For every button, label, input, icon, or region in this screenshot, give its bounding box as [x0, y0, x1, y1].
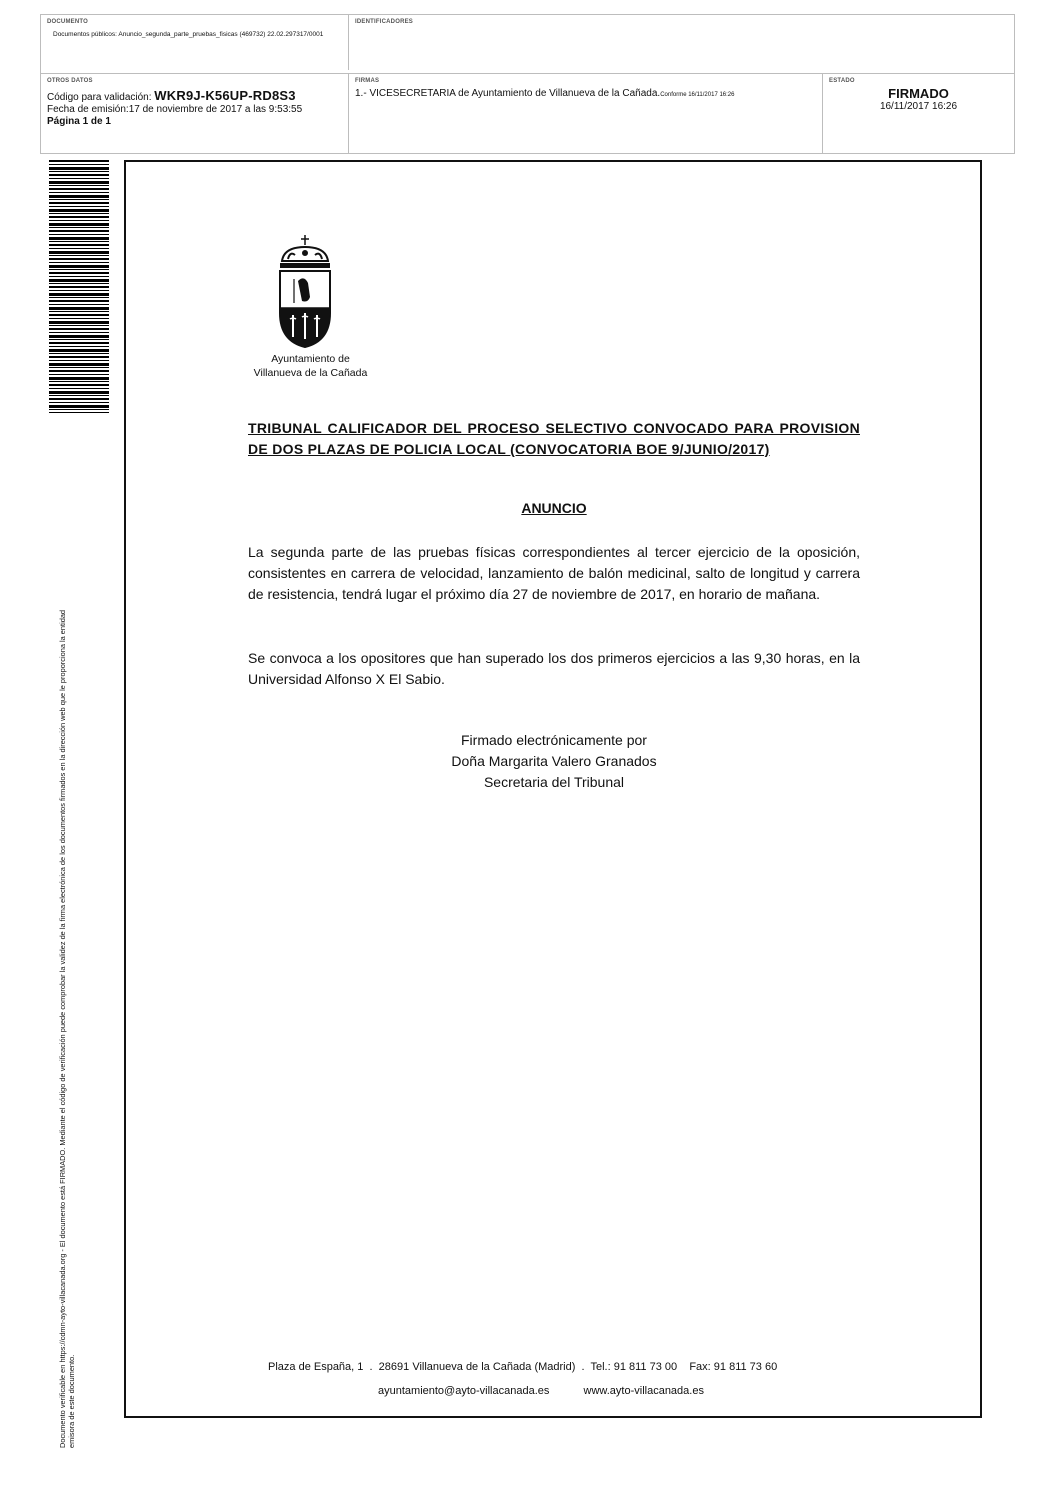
signature-role: Secretaria del Tribunal [483, 774, 625, 790]
estado-date: 16/11/2017 16:26 [879, 101, 958, 112]
validation-code: WKR9J-K56UP-RD8S3 [154, 88, 296, 103]
estado-cell [823, 73, 1014, 153]
estado-value: FIRMADO [888, 86, 949, 101]
firmas-value: 1.- VICESECRETARIA de Ayuntamiento de Villanueva de la Cañada. [355, 88, 661, 99]
documento-cell [41, 15, 349, 70]
identificadores-cell [349, 15, 1014, 70]
footer-web: www.ayto-villacanada.es [583, 1385, 704, 1397]
logo-caption-line1: Ayuntamiento de [271, 353, 350, 365]
logo-caption [238, 352, 383, 380]
document-title: TRIBUNAL CALIFICADOR DEL PROCESO SELECTIVO CONVOCADO PARA PROVISION DE DOS PLAZAS DE POLICIA LOCAL (CONVOCATORIA BOE 9/JUNIO/2017) [248, 420, 860, 457]
logo-caption-line2: Villanueva de la Cañada [253, 367, 368, 379]
otros-datos-cell [41, 73, 349, 153]
footer-email: ayuntamiento@ayto-villacanada.es [378, 1385, 550, 1397]
signature-block [248, 730, 860, 793]
firmas-cell [349, 73, 823, 153]
verification-side-text [58, 436, 76, 1448]
signature-name: Doña Margarita Valero Granados [451, 753, 657, 769]
documento-label: DOCUMENTO [47, 19, 89, 25]
footer-address: Plaza de España, 1 . 28691 Villanueva de la Cañada (Madrid) . Tel.: 91 811 73 00 Fax: 91 811 73 60 [268, 1361, 778, 1373]
document-header-table [40, 14, 1015, 154]
page-count: Página 1 de 1 [47, 116, 111, 127]
footer-contact [378, 1385, 778, 1397]
side-text-line1: Documento verificable en https://cdmn-ayto-villacanada.org - El documento está FIRMADO. Mediante el código de verificación puede comprobar la validez de la firma electrónica de los documentos firmados en la dirección web que le proporciona la entidad [58, 609, 67, 1448]
barcode [49, 160, 109, 413]
body-paragraph-1: La segunda parte de las pruebas físicas correspondientes al tercer ejercicio de la oposición, consistentes en carrera de velocidad, lanzamiento de balón medicinal, salto de longitud y carrera de resistencia, tendrá lugar el próximo día 27 de noviembre de 2017, en horario de mañana. [248, 544, 860, 602]
side-text-line2: emisora de este documento. [67, 1354, 76, 1448]
fecha-emision: Fecha de emisión:17 de noviembre de 2017 a las 9:53:55 [47, 104, 303, 115]
otros-datos-label: OTROS DATOS [47, 78, 93, 84]
firmas-label: FIRMAS [355, 78, 380, 84]
estado-label: ESTADO [829, 78, 855, 84]
codigo-label: Código para validación: [47, 92, 152, 103]
firmas-timestamp: Conforme 16/11/2017 16:26 [660, 92, 735, 98]
coat-of-arms-logo [268, 233, 342, 353]
identificadores-label: IDENTIFICADORES [355, 19, 414, 25]
anuncio-heading: ANUNCIO [521, 500, 587, 516]
documento-value: Documentos públicos: Anuncio_segunda_parte_pruebas_fisicas (469732) 22.02.297317/0001 [53, 31, 324, 38]
signature-line1: Firmado electrónicamente por [461, 732, 647, 748]
body-paragraph-2: Se convoca a los opositores que han superado los dos primeros ejercicios a las 9,30 horas, en la Universidad Alfonso X El Sabio. [248, 650, 860, 687]
